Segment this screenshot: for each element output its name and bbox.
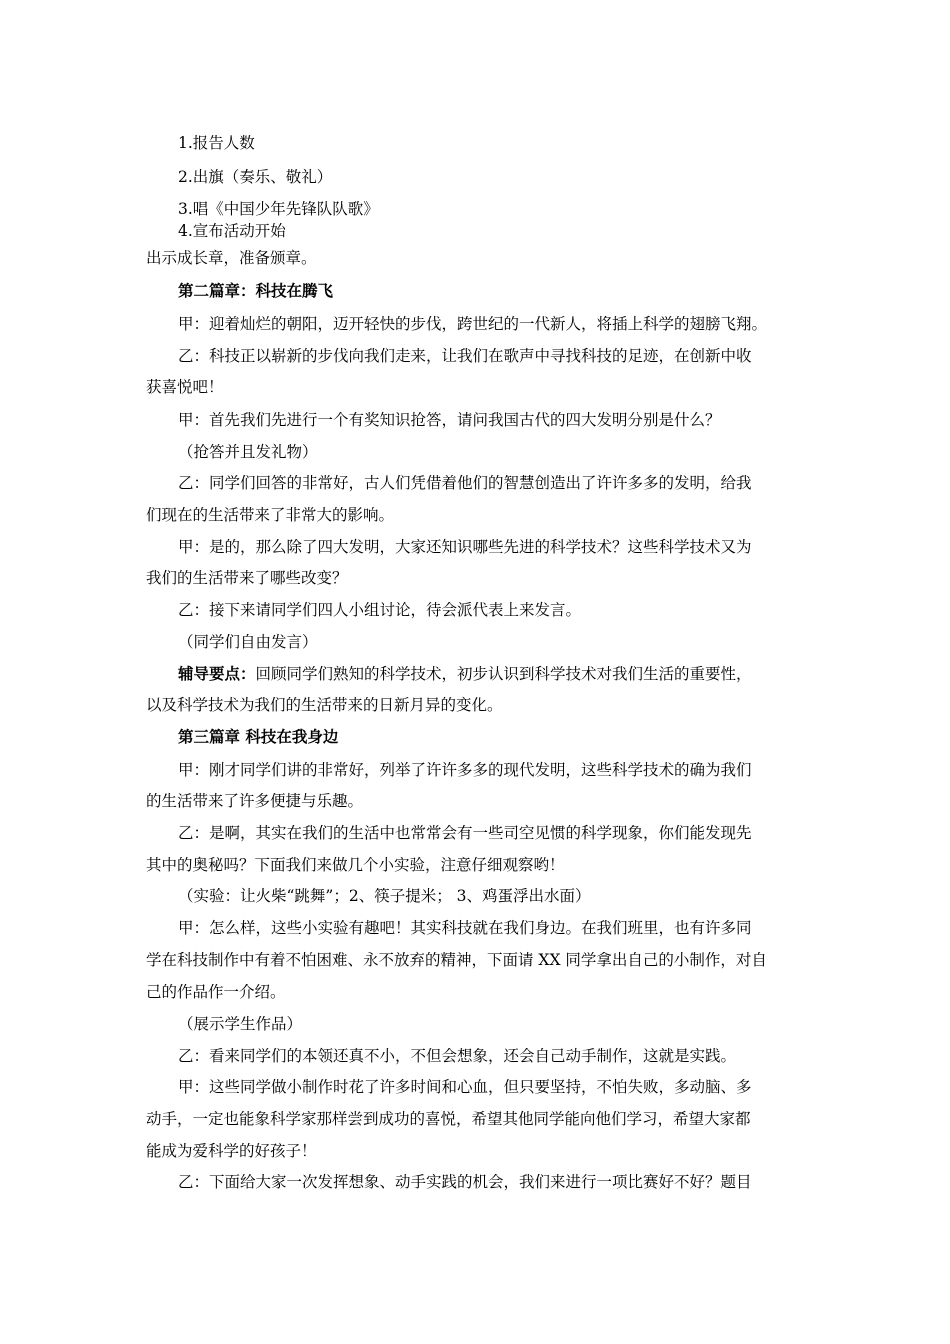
guidance-paragraph	[178, 664, 752, 684]
dialogue-line-cont: 的生活带来了许多便捷与乐趣。	[146, 792, 364, 810]
dialogue-line: 甲：迎着灿烂的朝阳，迈开轻快的步伐，跨世纪的一代新人，将插上科学的翅膀飞翔。	[178, 315, 768, 333]
list-item-anthem: 3.唱《中国少年先锋队队歌》	[178, 200, 379, 218]
dialogue-line-cont: 我们的生活带来了哪些改变？	[146, 569, 348, 587]
dialogue-line: 乙：是啊，其实在我们的生活中也常常会有一些司空见惯的科学现象，你们能发现先	[178, 824, 752, 842]
dialogue-line: 乙：接下来请同学们四人小组讨论，待会派代表上来发言。	[178, 601, 582, 619]
stage-note: （抢答并且发礼物）	[178, 443, 318, 461]
stage-note: （同学们自由发言）	[178, 633, 318, 651]
dialogue-line: 乙：同学们回答的非常好，古人们凭借着他们的智慧创造出了许许多多的发明，给我	[178, 474, 752, 492]
guidance-paragraph-cont: 以及科学技术为我们的生活带来的日新月异的变化。	[146, 696, 503, 714]
dialogue-line: 甲：是的，那么除了四大发明，大家还知识哪些先进的科学技术？这些科学技术又为	[178, 538, 752, 556]
dialogue-line: 甲：首先我们先进行一个有奖知识抢答，请问我国古代的四大发明分别是什么？	[178, 411, 721, 429]
guidance-text: 回顾同学们熟知的科学技术，初步认识到科学技术对我们生活的重要性，	[255, 665, 752, 683]
stage-note: （展示学生作品）	[178, 1015, 303, 1033]
chapter-heading-3: 第三篇章 科技在我身边	[178, 727, 339, 746]
dialogue-line-cont: 获喜悦吧！	[146, 378, 224, 396]
stage-note: （实验：让火柴“跳舞”；2、筷子提米； 3、鸡蛋浮出水面）	[178, 887, 591, 905]
dialogue-line-cont: 学在科技制作中有着不怕困难、永不放弃的精神，下面请 XX 同学拿出自己的小制作，对自	[146, 951, 767, 969]
dialogue-line-cont: 己的作品作一介绍。	[146, 983, 286, 1001]
list-item-report-count: 1.报告人数	[178, 134, 255, 152]
list-item-start: 4.宣布活动开始	[178, 222, 286, 240]
dialogue-line: 乙：科技正以崭新的步伐向我们走来，让我们在歌声中寻找科技的足迹，在创新中收	[178, 347, 752, 365]
dialogue-line-cont: 们现在的生活带来了非常大的影响。	[146, 506, 395, 524]
chapter-heading-2: 第二篇章：科技在腾飞	[178, 281, 334, 300]
dialogue-line: 甲：这些同学做小制作时花了许多时间和心血，但只要坚持，不怕失败，多动脑、多	[178, 1078, 752, 1096]
dialogue-line: 甲：刚才同学们讲的非常好，列举了许许多多的现代发明，这些科学技术的确为我们	[178, 761, 752, 779]
dialogue-line-cont: 动手，一定也能象科学家那样尝到成功的喜悦，希望其他同学能向他们学习，希望大家都	[146, 1110, 751, 1128]
dialogue-line: 乙：看来同学们的本领还真不小，不但会想象，还会自己动手制作，这就是实践。	[178, 1047, 737, 1065]
dialogue-line: 甲：怎么样，这些小实验有趣吧！其实科技就在我们身边。在我们班里，也有许多同	[178, 919, 752, 937]
dialogue-line-cont: 其中的奥秘吗？下面我们来做几个小实验，注意仔细观察哟！	[146, 856, 565, 874]
dialogue-line-cont: 能成为爱科学的好孩子！	[146, 1142, 317, 1160]
dialogue-line: 乙：下面给大家一次发挥想象、动手实践的机会，我们来进行一项比赛好不好？题目	[178, 1173, 752, 1191]
paragraph-badge: 出示成长章，准备颁章。	[146, 249, 317, 267]
list-item-flag: 2.出旗（奏乐、敬礼）	[178, 168, 333, 186]
guidance-label: 辅导要点：	[178, 664, 256, 683]
